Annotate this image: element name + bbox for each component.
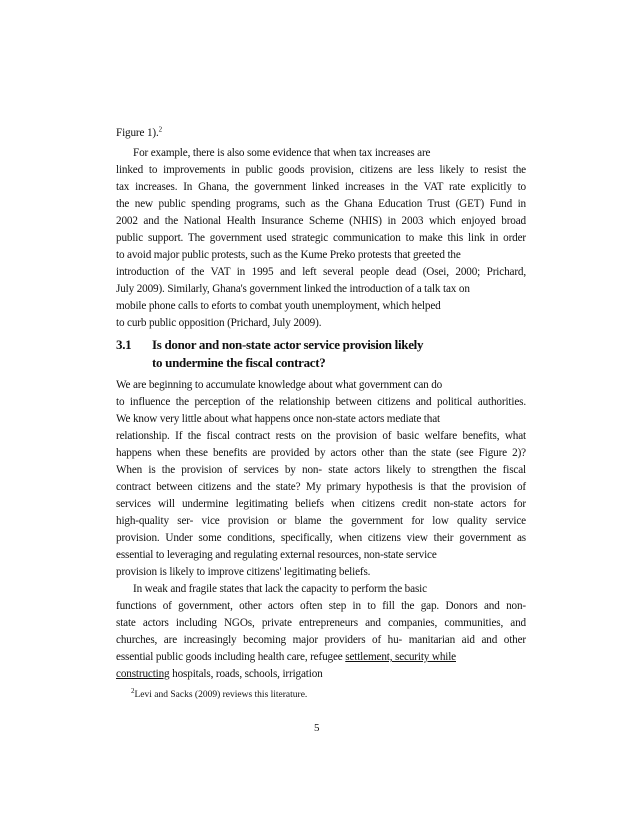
underlined-text: settlement, security while [345, 651, 456, 663]
para1-line: to curb public opposition (Prichard, July 2009). [116, 317, 322, 329]
page-number: 5 [314, 722, 320, 734]
underlined-text: constructing [116, 668, 170, 680]
section-title-line1: Is donor and non-state actor service provision likely [152, 337, 424, 352]
para1-line: mobile phone calls to eforts to combat youth unemployment, which helped [116, 300, 441, 312]
para3-line: functions of government, other actors often step in to fill the gap. Donors and non- [116, 600, 526, 612]
para3-line6-text: hospitals, roads, schools, irrigation [169, 668, 323, 680]
para3-line: state actors including NGOs, private entrepreneurs and companies, communities, and [116, 617, 526, 629]
para2-line: to influence the perception of the relationship between citizens and political authorities. [116, 396, 526, 408]
footnote [131, 686, 308, 700]
para2-line: provision is likely to improve citizens' legitimating beliefs. [116, 566, 371, 578]
para2-line: essential to leveraging and regulating external resources, non-state service [116, 549, 437, 561]
para2-line: We know very little about what happens once non-state actors mediate that [116, 413, 440, 425]
section-number: 3.1 [116, 337, 132, 352]
footnote-marker: 2 [158, 125, 162, 134]
figure-reference: Figure 1). [116, 127, 159, 139]
para3-line5-text: essential public goods including health care, refugee [116, 651, 346, 663]
para2-line: services will undermine legitimating beliefs when citizens credit non-state actors for [116, 498, 526, 510]
para3-line [116, 667, 526, 681]
para1-line: to avoid major public protests, such as the Kume Preko protests that greeted the [116, 249, 461, 261]
para1-line: linked to improvements in public goods provision, citizens are less likely to resist the [116, 164, 526, 176]
para2-line: contract between citizens and the state? My primary hypothesis is that the provision of [116, 481, 526, 493]
para2-line: provision. Under some conditions, specifically, when citizens view their government as [116, 532, 526, 544]
para1-line: For example, there is also some evidence that when tax increases are [133, 147, 431, 159]
para2-line: happens when these benefits are provided by actors other than the state (see Figure 2)? [116, 447, 526, 459]
para2-line: When is the provision of services by non- state actors likely to strengthen the fiscal [116, 464, 526, 476]
para1-line: the new public spending programs, such as the Ghana Education Trust (GET) Fund in [116, 198, 526, 210]
para1-line: public support. The government used strategic communication to make this link in order [116, 232, 526, 244]
para1-line: July 2009). Similarly, Ghana's government linked the introduction of a talk tax on [116, 283, 470, 295]
para3-line: In weak and fragile states that lack the capacity to perform the basic [133, 583, 427, 595]
para1-line: 2002 and the National Health Insurance Scheme (NHIS) in 2003 which enjoyed broad [116, 215, 526, 227]
para3-line: churches, are increasingly becoming major providers of hu- manitarian aid and other [116, 634, 526, 646]
para2-line: high-quality ser- vice provision or blame the government for low quality service [116, 515, 526, 527]
section-title-line2: to undermine the fiscal contract? [152, 355, 326, 370]
para2-line: relationship. If the fiscal contract rests on the provision of basic welfare benefits, what [116, 430, 526, 442]
para3-line [116, 650, 526, 664]
figure-reference-line [116, 126, 526, 140]
para1-line: tax increases. In Ghana, the government linked increases in the VAT rate explicitly to [116, 181, 526, 193]
footnote-mark: 2 [131, 686, 135, 695]
para1-line: introduction of the VAT in 1995 and left several people dead (Osei, 2000; Prichard, [116, 266, 526, 278]
para2-line: We are beginning to accumulate knowledge about what government can do [116, 379, 443, 391]
footnote-text: Levi and Sacks (2009) reviews this literature. [134, 690, 308, 700]
